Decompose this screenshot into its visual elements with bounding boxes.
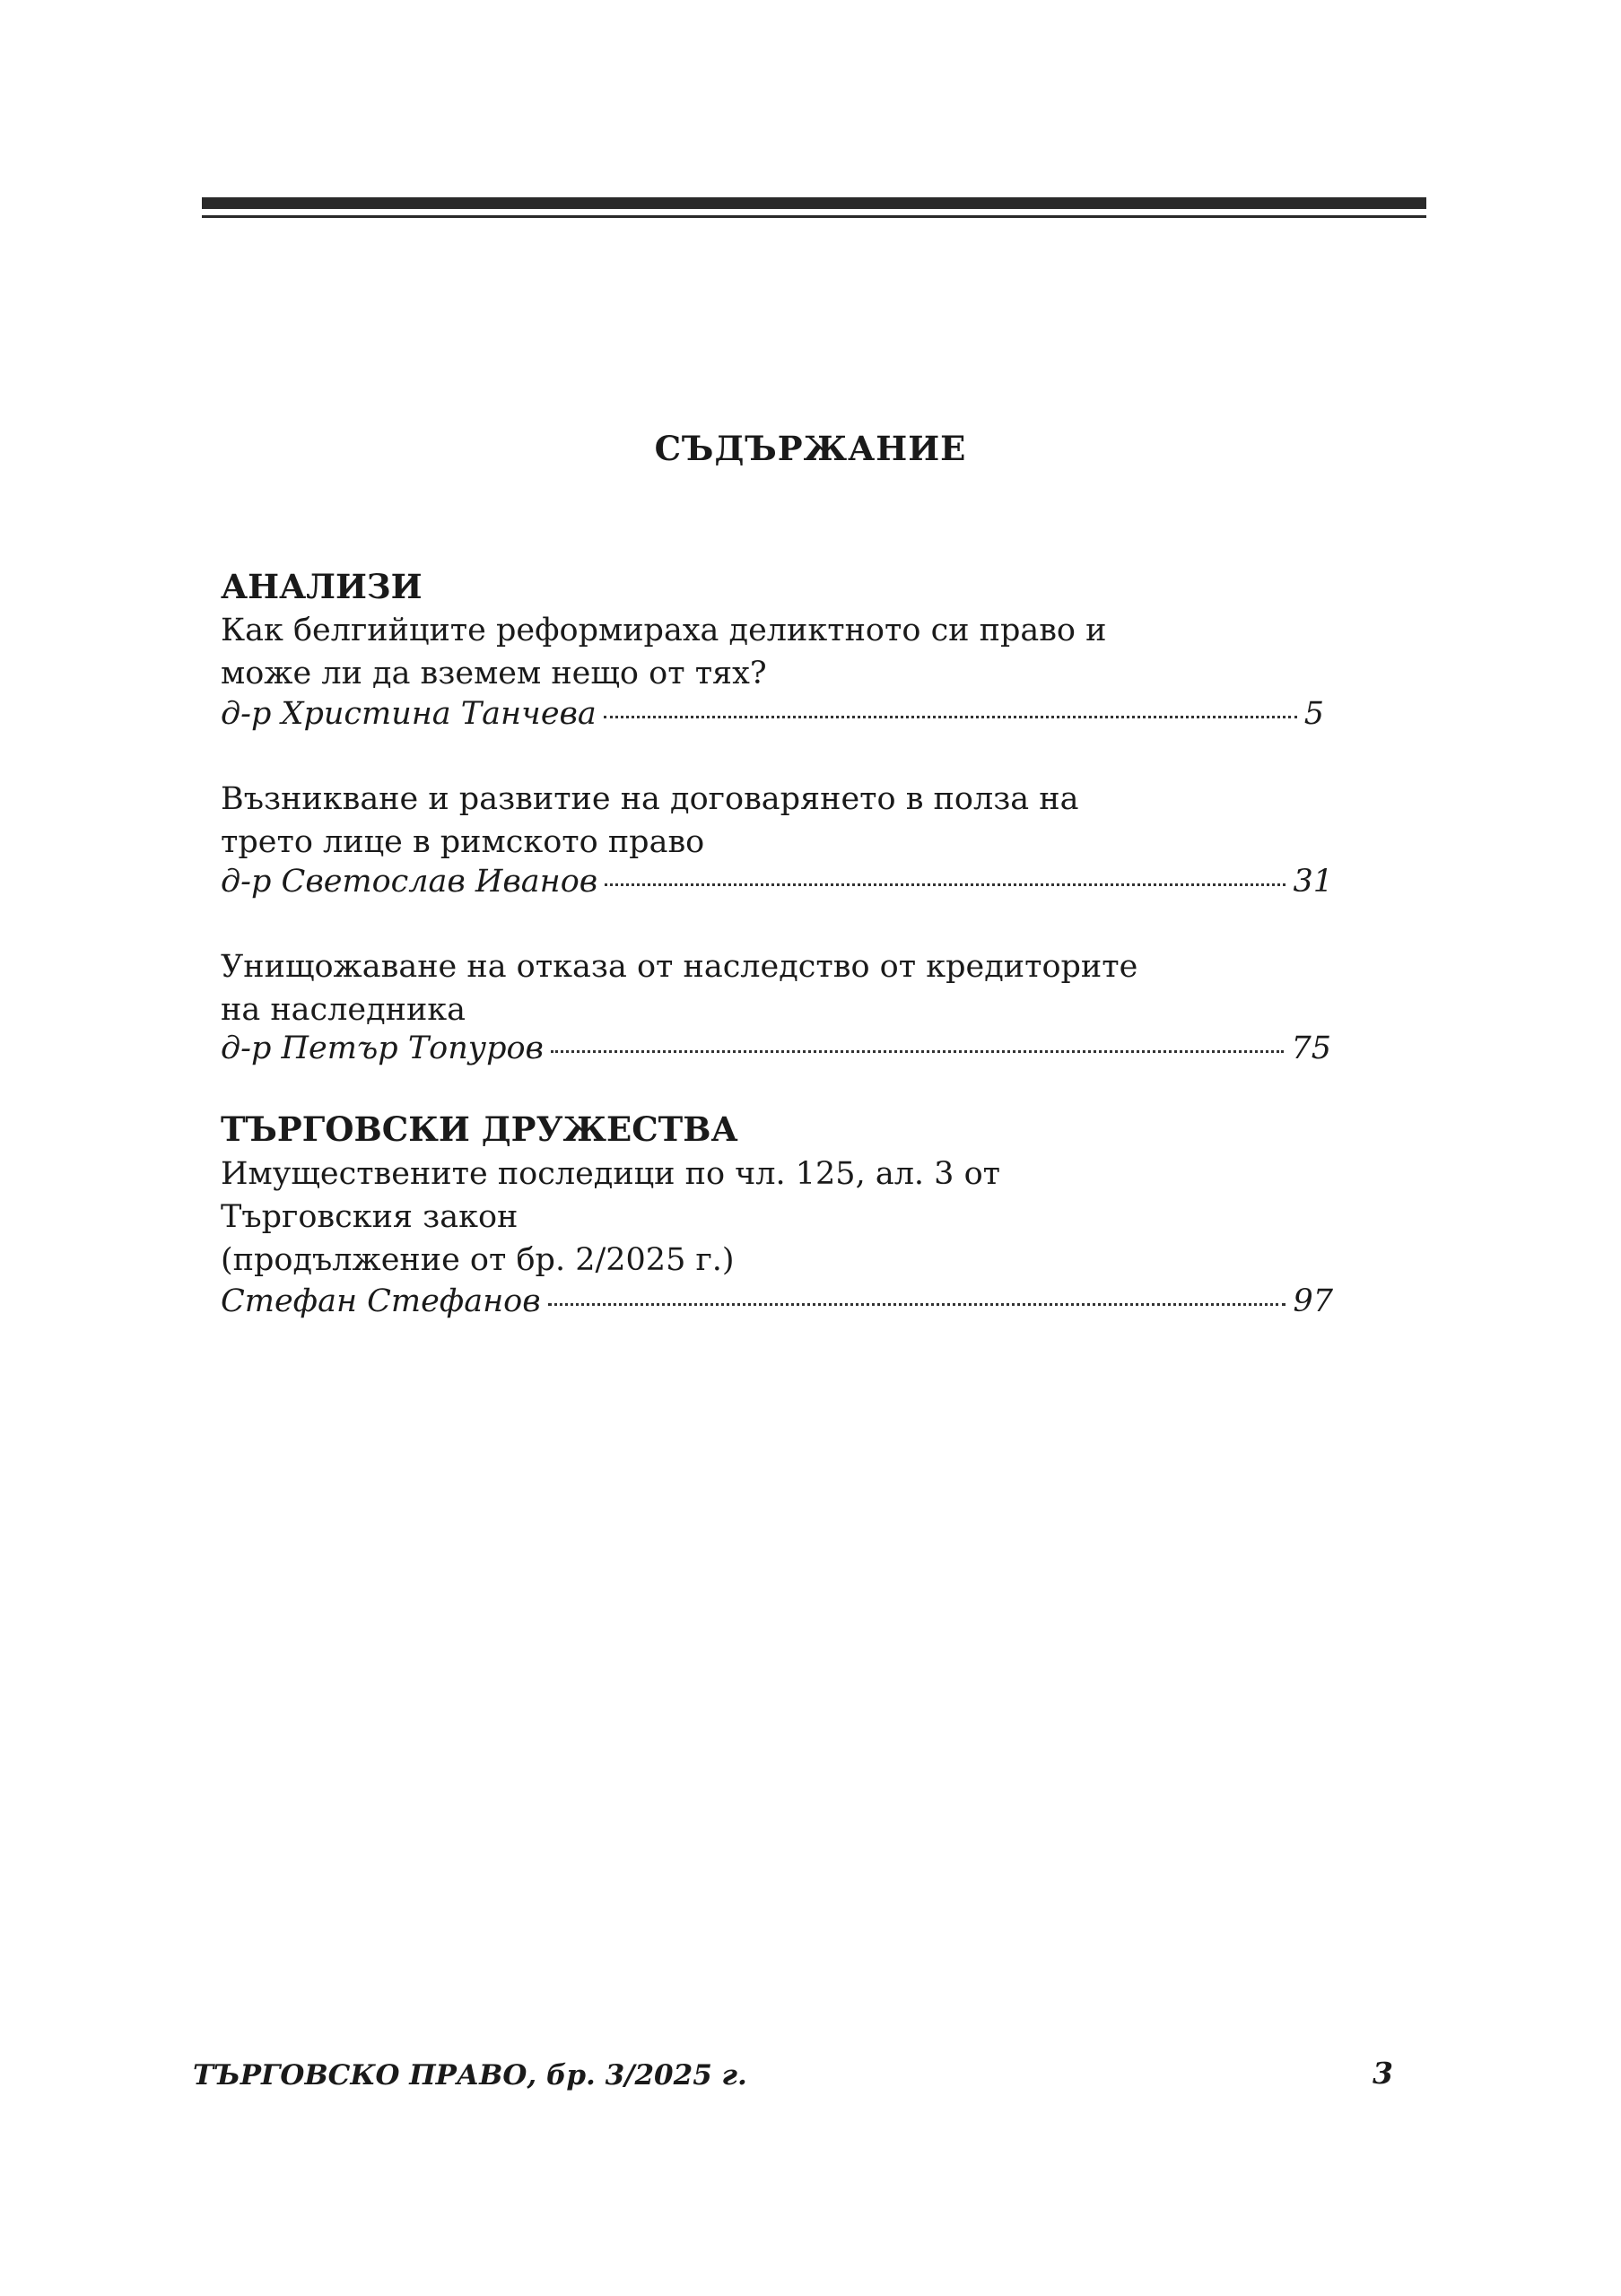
entry-3-line-1: Унищожаване на отказа от наследство от кредиторите: [221, 949, 1138, 985]
entry-2-author-row[interactable]: [221, 861, 1333, 902]
entry-4-line-3: (продължение от бр. 2/2025 г.): [221, 1242, 735, 1278]
entry-4-page: 97: [1293, 1283, 1333, 1319]
entry-1-line-2: може ли да вземем нещо от тях?: [221, 656, 767, 691]
entry-3-author-row[interactable]: [221, 1028, 1331, 1069]
entry-3-line-2: на наследника: [221, 992, 466, 1028]
entry-2-author: д-р Светослав Иванов: [221, 864, 598, 900]
entry-4-line-1: Имуществените последици по чл. 125, ал. 3 от: [221, 1156, 1001, 1192]
entry-1-page: 5: [1303, 696, 1324, 732]
section-heading-analyses: АНАЛИЗИ: [221, 567, 423, 606]
entry-1-leader-dots: [604, 716, 1297, 718]
section-heading-companies: ТЪРГОВСКИ ДРУЖЕСТВА: [221, 1109, 738, 1149]
entry-1-line-1: Как белгийците реформираха деликтното си право и: [221, 613, 1107, 648]
entry-4-author: Стефан Стефанов: [221, 1283, 541, 1319]
footer-journal: ТЪРГОВСКО ПРАВО, бр. 3/2025 г.: [193, 2059, 747, 2092]
entry-2-page: 31: [1293, 864, 1333, 900]
entry-1-author: д-р Христина Танчева: [221, 696, 597, 732]
entry-3-author: д-р Петър Топуров: [221, 1031, 544, 1066]
entry-3-leader-dots: [551, 1050, 1285, 1053]
entry-2-line-2: трето лице в римското право: [221, 824, 705, 860]
entry-1-author-row[interactable]: [221, 693, 1324, 735]
entry-4-leader-dots: [548, 1303, 1286, 1306]
entry-4-line-2: Търговския закон: [221, 1199, 519, 1235]
entry-2-line-1: Възникване и развитие на договарянето в полза на: [221, 781, 1079, 817]
header-rule-thick: [202, 197, 1426, 209]
toc-title: СЪДЪРЖАНИЕ: [654, 429, 967, 468]
entry-2-leader-dots: [605, 883, 1285, 886]
entry-4-author-row[interactable]: [221, 1281, 1333, 1322]
entry-3-page: 75: [1291, 1031, 1331, 1066]
header-rule-thin: [202, 215, 1426, 218]
footer-page-number: 3: [1373, 2056, 1393, 2091]
